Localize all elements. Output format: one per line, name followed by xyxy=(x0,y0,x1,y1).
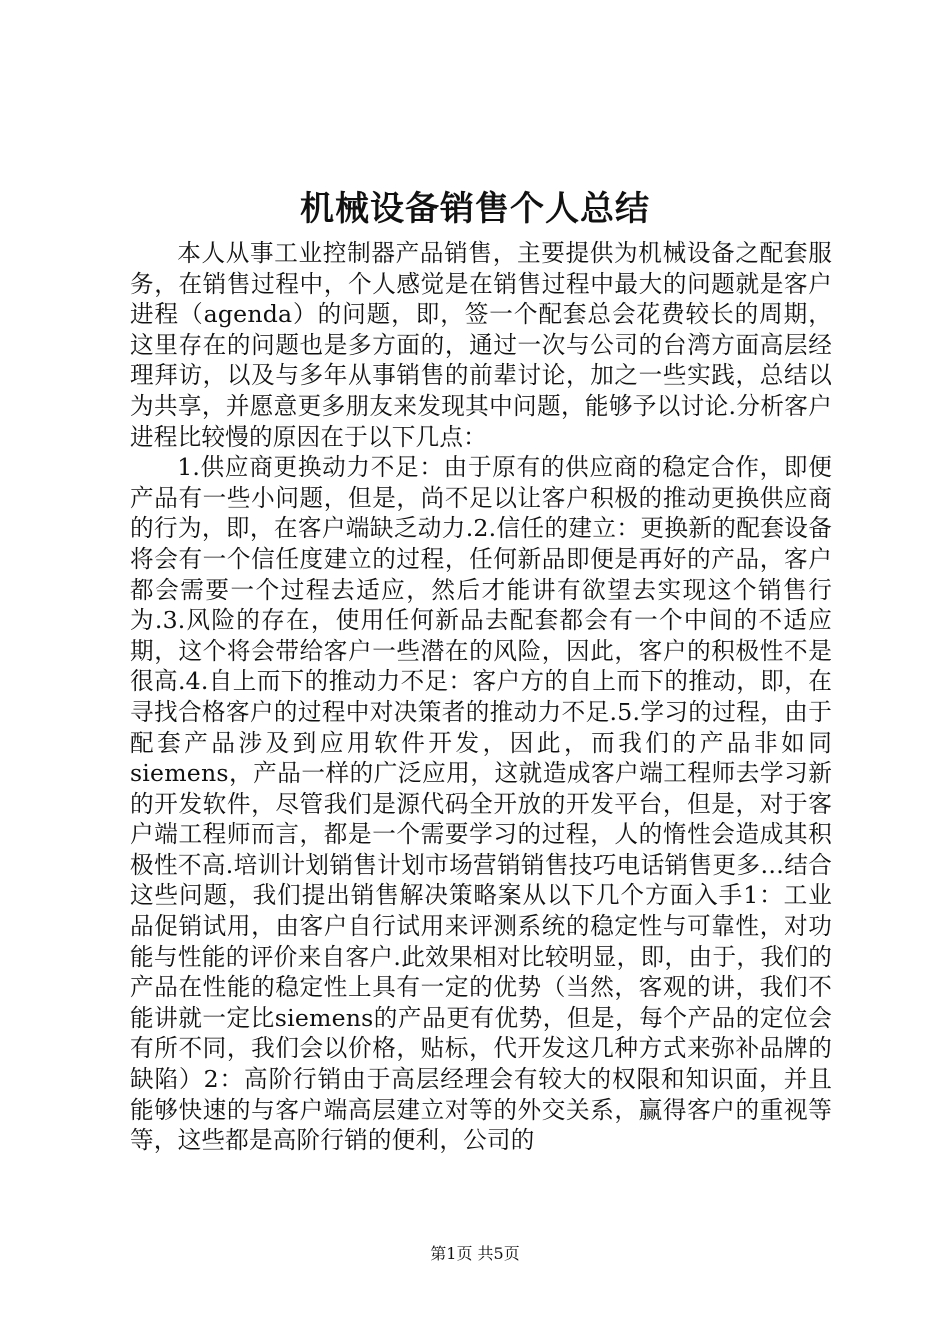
document-title: 机械设备销售个人总结 xyxy=(300,189,650,229)
paragraph-analysis: 1.供应商更换动力不足：由于原有的供应商的稳定合作，即便产品有一些小问题，但是，尚不足以让客户积极的推动更换供应商的行为，即，在客户端缺乏动力.2.信任的建立：更换新的配套设备将会有一个信任度建立的过程，任何新品即便是再好的产品，客户都会需要一个过程去适应，然后才能讲有欲望去实现这个销售行为.3.风险的存在，使用任何新品去配套都会有一个中间的不适应期，这个将会带给客户一些潜在的风险，因此，客户的积极性不是很高.4.自上而下的推动力不足：客户方的自上而下的推动，即，在寻找合格客户的过程中对决策者的推动力不足.5.学习的过程，由于配套产品涉及到应用软件开发，因此，而我们的产品非如同siemens，产品一样的广泛应用，这就造成客户端工程师去学习新的开发软件，尽管我们是源代码全开放的开发平台，但是，对于客户端工程师而言，都是一个需要学习的过程，人的惰性会造成其积极性不高.培训计划销售计划市场营销销售技巧电话销售更多…结合这些问题，我们提出销售解决策略案从以下几个方面入手1：工业品促销试用，由客户自行试用来评测系统的稳定性与可靠性，对功能与性能的评价来自客户.此效果相对比较明显，即，由于，我们的产品在性能的稳定性上具有一定的优势（当然，客观的讲，我们不能讲就一定比siemens的产品更有优势，但是，每个产品的定位会有所不同，我们会以价格，贴标，代开发这几种方式来弥补品牌的缺陷）2：高阶行销由于高层经理会有较大的权限和知识面，并且能够快速的与客户端高层建立对等的外交关系，赢得客户的重视等等，这些都是高阶行销的便利，公司的 xyxy=(130,453,832,1155)
paragraph-intro: 本人从事工业控制器产品销售，主要提供为机械设备之配套服务，在销售过程中，个人感觉是在销售过程中最大的问题就是客户进程（agenda）的问题，即，签一个配套总会花费较长的周期，这里存在的问题也是多方面的，通过一次与公司的台湾方面高层经理拜访，以及与多年从事销售的前辈讨论，加之一些实践，总结以为共享，并愿意更多朋友来发现其中问题，能够予以讨论.分析客户进程比较慢的原因在于以下几点： xyxy=(130,239,832,451)
document-body xyxy=(130,238,832,1156)
page-footer: 第1页 共5页 xyxy=(430,1244,520,1263)
